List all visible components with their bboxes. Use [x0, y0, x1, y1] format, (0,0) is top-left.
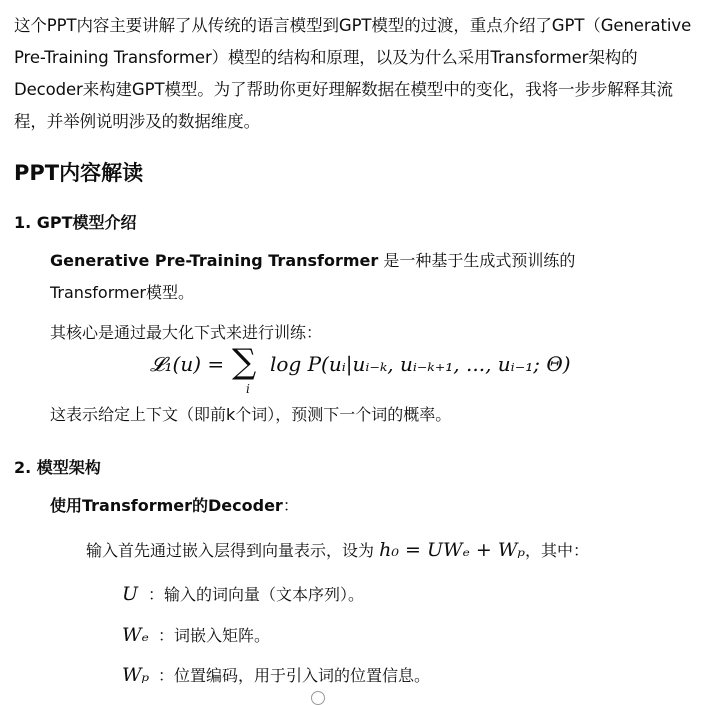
formula-sum-symbol: ∑ — [232, 342, 257, 382]
embedding-formula: h₀ = UWₑ + Wₚ — [379, 539, 525, 561]
section2-title: 2. 模型架构 — [14, 458, 101, 477]
embedding-line — [86, 534, 589, 567]
list-item — [122, 578, 364, 611]
list-item — [122, 619, 270, 652]
formula-rhs: log P(uᵢ|uᵢ₋ₖ, uᵢ₋ₖ₊₁, ..., uᵢ₋₁; Θ) — [270, 352, 571, 376]
symbol-wp: Wₚ — [122, 664, 150, 686]
formula-lhs: 𝓛₁(u) = — [150, 352, 225, 376]
embedding-prefix: 输入首先通过嵌入层得到向量表示，设为 — [86, 541, 380, 560]
decoder-subtitle-colon: ： — [282, 496, 299, 515]
core-training-text: 其核心是通过最大化下式来进行训练： — [50, 323, 323, 342]
formula-sum-index: i — [246, 382, 250, 396]
list-item-text: ：位置编码，用于引入词的位置信息。 — [158, 666, 431, 685]
intro-paragraph: 这个PPT内容主要讲解了从传统的语言模型到GPT模型的过渡，重点介绍了GPT（Generative Pre-Training Transformer）模型的结构和原理，以及为什么采用Transformer架构的Decoder来构建GPT模型。为了帮助你更好理解数据在模型中的变化，我将一步步解释其流程，并举例说明涉及的数据维度。 — [14, 16, 692, 131]
symbol-u: U — [122, 583, 139, 605]
scroll-to-bottom-button[interactable] — [311, 691, 325, 705]
list-item-text: ：输入的词向量（文本序列）。 — [148, 585, 365, 604]
decoder-subtitle — [50, 490, 299, 522]
formula-explanation: 这表示给定上下文（即前k个词），预测下一个词的概率。 — [50, 405, 452, 424]
training-objective-formula — [150, 340, 610, 400]
section-heading: PPT内容解读 — [14, 161, 144, 185]
list-item — [122, 659, 430, 692]
symbol-we: Wₑ — [122, 624, 149, 646]
decoder-subtitle-bold: 使用Transformer的Decoder — [50, 496, 283, 515]
embedding-suffix: ，其中： — [524, 541, 589, 560]
section1-title: 1. GPT模型介绍 — [14, 213, 137, 232]
gpt-description — [50, 245, 610, 309]
gpt-description-text: 是一种基于生成式预训练的Transformer模型。 — [50, 251, 576, 302]
list-item-text: ：词嵌入矩阵。 — [158, 626, 271, 645]
gpt-term: Generative Pre-Training Transformer — [50, 251, 379, 270]
